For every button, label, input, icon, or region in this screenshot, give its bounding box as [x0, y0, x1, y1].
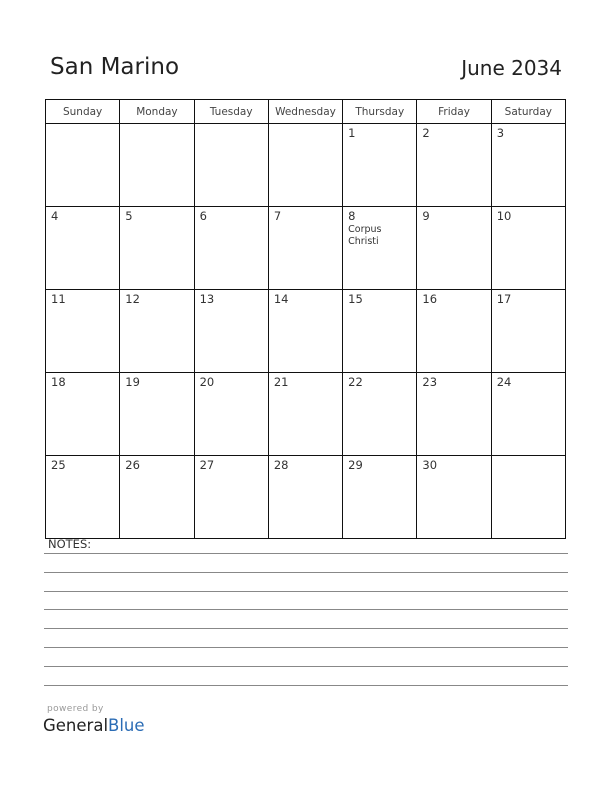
day-cell [343, 373, 417, 456]
note-line [44, 572, 568, 573]
day-cell [417, 373, 491, 456]
note-line [44, 553, 568, 554]
day-number: 6 [199, 209, 207, 223]
day-cell [343, 456, 417, 539]
notes-label: NOTES: [48, 537, 92, 551]
day-number: 3 [496, 126, 505, 140]
day-cell [194, 124, 268, 207]
day-cell [343, 290, 417, 373]
day-number: 19 [125, 375, 140, 389]
day-cell [120, 373, 194, 456]
week-row [46, 290, 566, 373]
day-cell [268, 207, 342, 290]
day-cell [491, 373, 565, 456]
day-number: 18 [51, 375, 66, 389]
day-number: 9 [422, 209, 430, 223]
day-cell [194, 290, 268, 373]
powered-by-text: powered by [47, 704, 104, 714]
day-cell [417, 290, 491, 373]
week-row [46, 207, 566, 290]
weekday-thursday: Thursday [343, 100, 417, 124]
day-cell [46, 207, 120, 290]
weekday-header-row [46, 100, 566, 124]
day-number: 10 [496, 209, 512, 223]
day-cell [491, 456, 565, 539]
weekday-saturday: Saturday [491, 100, 565, 124]
weekday-sunday: Sunday [46, 100, 120, 124]
note-line [44, 666, 568, 667]
day-cell [268, 124, 342, 207]
day-number: 28 [273, 458, 289, 472]
day-cell [491, 290, 565, 373]
day-number: 30 [422, 458, 438, 472]
week-row [46, 124, 566, 207]
day-cell [120, 456, 194, 539]
generalblue-logo [43, 716, 145, 735]
day-number: 15 [348, 292, 363, 306]
day-cell [194, 373, 268, 456]
day-number: 27 [199, 458, 215, 472]
day-number: 17 [496, 292, 512, 306]
weekday-tuesday: Tuesday [194, 100, 268, 124]
day-cell [46, 456, 120, 539]
day-cell [343, 207, 417, 290]
day-number: 1 [348, 126, 356, 140]
brand-general: General [43, 716, 109, 735]
day-cell [46, 373, 120, 456]
day-cell [46, 290, 120, 373]
day-number: 21 [273, 375, 289, 389]
note-line [44, 609, 568, 610]
day-number: 20 [199, 375, 215, 389]
day-number: 29 [348, 458, 363, 472]
day-cell [417, 456, 491, 539]
day-cell [194, 456, 268, 539]
day-number: 12 [125, 292, 140, 306]
day-number: 14 [273, 292, 289, 306]
day-cell [491, 207, 565, 290]
day-cell [194, 207, 268, 290]
day-cell [46, 124, 120, 207]
day-cell [120, 207, 194, 290]
weekday-wednesday: Wednesday [268, 100, 342, 124]
note-line [44, 591, 568, 592]
day-cell [120, 290, 194, 373]
day-cell [268, 373, 342, 456]
calendar-grid [45, 99, 566, 539]
week-row [46, 373, 566, 456]
day-cell [417, 207, 491, 290]
day-number: 5 [125, 209, 133, 223]
day-cell [343, 124, 417, 207]
weekday-friday: Friday [417, 100, 491, 124]
brand-blue: Blue [108, 716, 145, 735]
day-cell [120, 124, 194, 207]
day-number: 13 [199, 292, 215, 306]
calendar-title: San Marino [50, 54, 180, 80]
day-number: 24 [496, 375, 512, 389]
day-cell [491, 124, 565, 207]
note-line [44, 685, 568, 686]
day-number: 22 [348, 375, 363, 389]
day-number: 11 [51, 292, 66, 306]
note-line [44, 628, 568, 629]
day-number: 26 [125, 458, 140, 472]
day-cell [268, 290, 342, 373]
day-number: 8 [348, 209, 356, 223]
holiday-label: Corpus Christi [348, 224, 382, 247]
note-line [44, 647, 568, 648]
day-number: 16 [422, 292, 438, 306]
day-cell [268, 456, 342, 539]
day-number: 7 [273, 209, 282, 223]
weekday-monday: Monday [120, 100, 194, 124]
day-number: 23 [422, 375, 438, 389]
day-number: 2 [422, 126, 430, 140]
day-cell [417, 124, 491, 207]
month-year: June 2034 [461, 56, 562, 80]
day-number: 25 [51, 458, 66, 472]
week-row [46, 456, 566, 539]
day-number: 4 [51, 209, 59, 223]
